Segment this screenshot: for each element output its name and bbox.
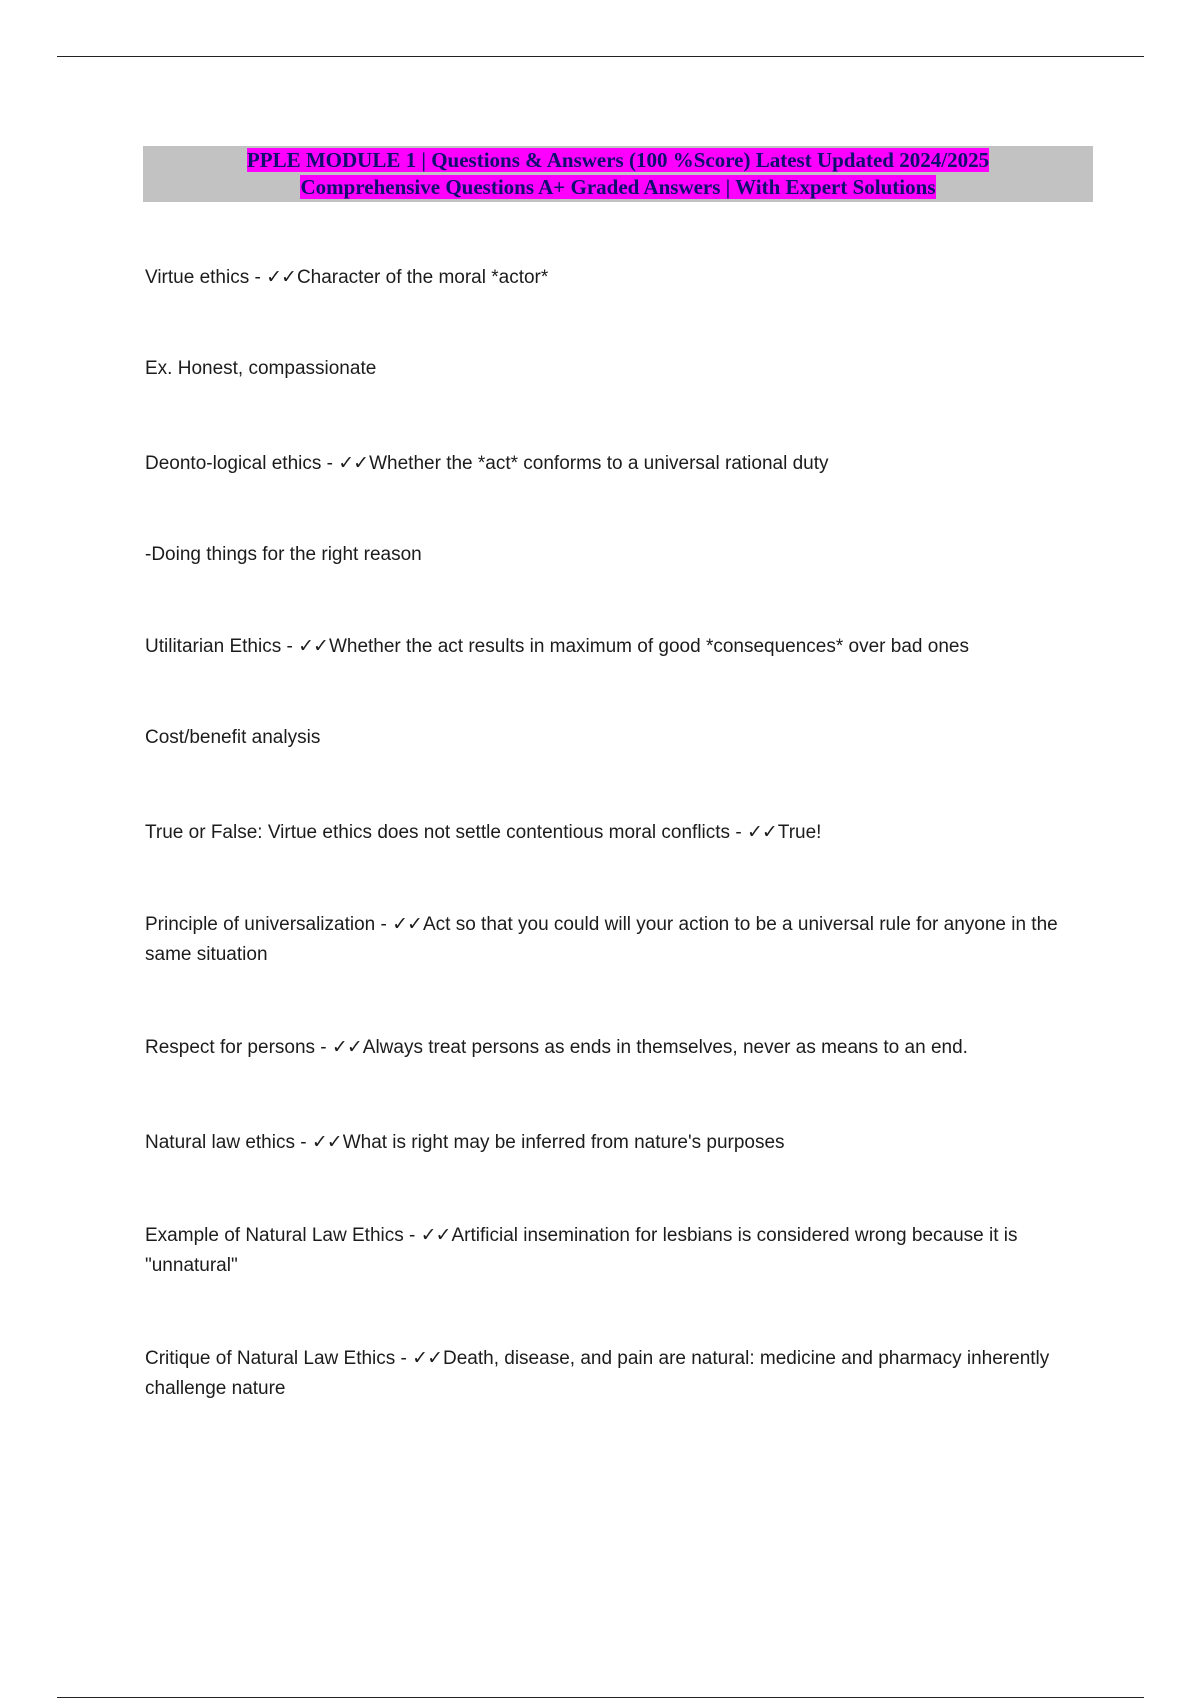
qa-entry-principle-of-universalization [145,910,1090,970]
qa-entry-deontological-ethics [145,449,1090,479]
entry-term: Critique of Natural Law Ethics - [145,1348,413,1369]
check-icon: ✓✓ [266,267,296,288]
bottom-rule [57,1697,1144,1698]
entry-term: Respect for persons - [145,1037,332,1058]
check-icon: ✓✓ [420,1225,451,1246]
qa-entry-respect-for-persons [145,1033,1090,1063]
entry-answer: What is right may be inferred from nature's purposes [342,1132,785,1153]
document-title-banner [143,146,1093,202]
entry-text: Cost/benefit analysis [145,727,321,748]
entry-answer: Death, disease, and pain are natural: medicine and pharmacy inherently challenge nature [145,1348,1050,1399]
entry-term: Deonto-logical ethics - [145,453,339,474]
entry-term: Example of Natural Law Ethics - [145,1225,421,1246]
entry-answer: Act so that you could will your action to be a universal rule for anyone in the same situation [145,914,1058,965]
entry-text: Ex. Honest, compassionate [145,358,377,379]
check-icon: ✓✓ [746,822,777,843]
entry-term: Virtue ethics - [145,267,267,288]
check-icon: ✓✓ [338,453,369,474]
qa-entry-natural-law-ethics [145,1128,1090,1158]
title-line-1: PPLE MODULE 1 | Questions & Answers (100 %Score) Latest Updated 2024/2025 [246,148,990,172]
qa-entry-virtue-ethics [145,263,1090,293]
entry-term: True or False: Virtue ethics does not settle contentious moral conflicts - [145,822,747,843]
check-icon: ✓✓ [392,914,422,935]
title-line-2: Comprehensive Questions A+ Graded Answers | With Expert Solutions [300,175,936,199]
top-rule [57,56,1144,57]
check-icon: ✓✓ [311,1132,342,1153]
entry-term: Utilitarian Ethics - [145,636,299,657]
qa-entry-example-natural-law [145,1221,1090,1281]
entry-answer: Character of the moral *actor* [296,267,549,288]
qa-entry-true-or-false [145,818,1090,848]
qa-entry-utilitarian-ethics [145,632,1090,662]
note-entry [145,723,1090,753]
qa-entry-critique-natural-law [145,1344,1090,1404]
entry-text: -Doing things for the right reason [145,544,422,565]
check-icon: ✓✓ [331,1037,362,1058]
entry-answer: Whether the act results in maximum of good *consequences* over bad ones [328,636,969,657]
entry-answer: True! [777,822,822,843]
entry-answer: Whether the *act* conforms to a universal rational duty [369,453,829,474]
check-icon: ✓✓ [412,1348,443,1369]
entry-answer: Always treat persons as ends in themselves, never as means to an end. [362,1037,968,1058]
entry-term: Principle of universalization - [145,914,393,935]
note-entry [145,540,1090,570]
entry-answer: Artificial insemination for lesbians is considered wrong because it is "unnatural" [145,1225,1018,1276]
check-icon: ✓✓ [298,636,328,657]
entry-term: Natural law ethics - [145,1132,312,1153]
note-entry [145,354,1090,384]
